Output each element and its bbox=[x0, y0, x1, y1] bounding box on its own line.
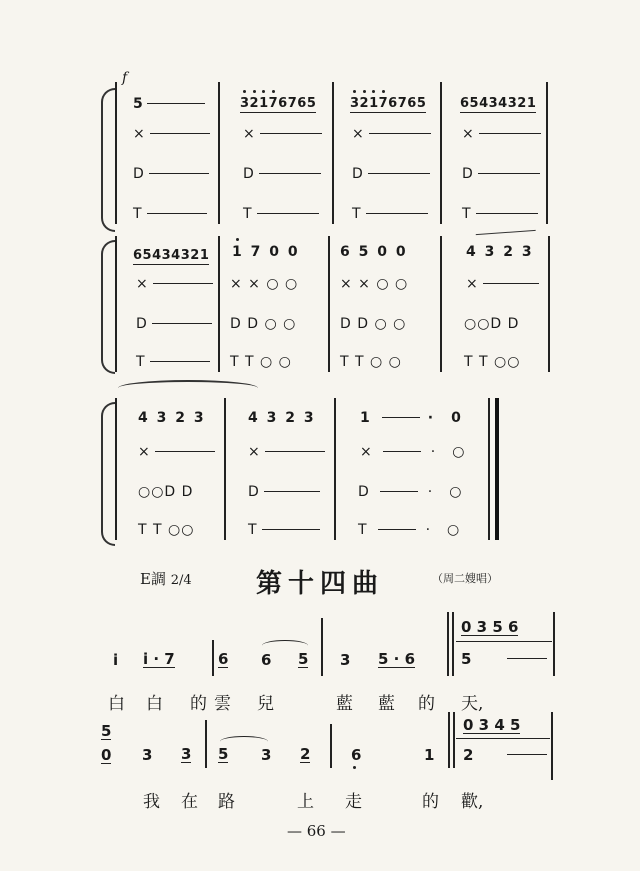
barline bbox=[334, 398, 336, 540]
system-brace bbox=[101, 88, 115, 232]
chorus-notes: 32176765 bbox=[240, 96, 317, 111]
barline bbox=[224, 398, 226, 540]
barline bbox=[551, 712, 553, 780]
cross-part: × bbox=[462, 126, 541, 142]
barline bbox=[546, 82, 548, 224]
barline bbox=[453, 712, 455, 768]
lyric: 在 bbox=[181, 792, 198, 812]
chorus-notes: 4 3 2 3 bbox=[248, 410, 316, 426]
performer-note: （周二嫂唱） bbox=[432, 572, 498, 585]
staff-rule bbox=[456, 641, 552, 642]
lyric: 藍 bbox=[378, 694, 395, 714]
drum-part: D bbox=[462, 166, 540, 182]
barline bbox=[218, 82, 220, 224]
melody-note: 6 bbox=[351, 746, 362, 764]
melody-note: i bbox=[113, 651, 119, 669]
melody-note: 5 · 6 bbox=[378, 650, 416, 668]
system-brace bbox=[101, 402, 115, 546]
slur bbox=[220, 736, 268, 747]
alternate-notes: 0 3 5 6 bbox=[461, 618, 519, 636]
drum-part: ○○D D bbox=[138, 484, 194, 500]
drum-part: ○○D D bbox=[464, 316, 520, 332]
tam-part: T T ○○ bbox=[138, 522, 195, 538]
barline bbox=[205, 720, 207, 768]
lyric: 天, bbox=[461, 694, 484, 714]
drum-part: D bbox=[243, 166, 321, 182]
lyric: 路 bbox=[218, 792, 235, 812]
drum-part: D · ○ bbox=[358, 484, 463, 500]
cross-part: × bbox=[248, 444, 325, 460]
cross-part: × bbox=[138, 444, 215, 460]
lyric: 上 bbox=[297, 792, 314, 812]
system-divider bbox=[118, 380, 258, 396]
lyric: 白 bbox=[146, 694, 163, 714]
cross-part: × × ○ ○ bbox=[340, 276, 409, 292]
cross-part: × · ○ bbox=[360, 444, 466, 460]
melody-note: 6 bbox=[261, 651, 272, 669]
cross-part: × bbox=[133, 126, 210, 142]
melody-note: 3 bbox=[340, 651, 351, 669]
chorus-notes: 6 5 0 0 bbox=[340, 244, 408, 260]
final-barline bbox=[495, 398, 499, 540]
drum-part: D bbox=[248, 484, 320, 500]
melody-note: 3 bbox=[181, 745, 192, 763]
lyric: 的 bbox=[422, 792, 439, 812]
barline bbox=[218, 236, 220, 372]
lyric: 雲 bbox=[214, 694, 231, 714]
barline bbox=[440, 236, 442, 372]
chorus-notes: 1 · 0 bbox=[360, 410, 463, 426]
drum-part: D D ○ ○ bbox=[340, 316, 407, 332]
melody-note: 0 bbox=[101, 746, 112, 764]
barline bbox=[448, 712, 450, 768]
cross-part: × bbox=[136, 276, 213, 292]
alternate-notes: 5 bbox=[461, 650, 547, 668]
cross-part: × bbox=[352, 126, 431, 142]
tam-part: T bbox=[243, 206, 319, 222]
tam-part: T bbox=[133, 206, 207, 222]
slur bbox=[262, 640, 308, 651]
cross-part: × bbox=[466, 276, 539, 292]
chorus-notes: 65434321 bbox=[133, 248, 210, 263]
barline bbox=[332, 82, 334, 224]
lyric: 白 bbox=[108, 694, 125, 714]
alternate-notes: 0 3 4 5 bbox=[463, 716, 521, 734]
barline bbox=[115, 398, 117, 540]
tam-part: T bbox=[136, 354, 210, 370]
chorus-notes: 5 bbox=[133, 96, 205, 112]
barline bbox=[321, 618, 323, 676]
song-title: 第十四曲 bbox=[256, 569, 385, 599]
melody-note: 5 bbox=[298, 650, 309, 668]
tam-part: T bbox=[352, 206, 428, 222]
chorus-notes: 4 3 2 3 bbox=[466, 244, 534, 260]
lyric: 走 bbox=[345, 792, 362, 812]
system-brace bbox=[101, 240, 115, 374]
chorus-notes: 65434321 bbox=[460, 96, 537, 111]
barline bbox=[212, 640, 214, 676]
melody-note: 3 bbox=[142, 746, 153, 764]
melody-note: 6 bbox=[218, 650, 229, 668]
drum-part: D bbox=[136, 316, 212, 332]
tam-part: T bbox=[248, 522, 320, 538]
chorus-notes: 4 3 2 3 bbox=[138, 410, 206, 426]
page-number: — 66 — bbox=[287, 822, 346, 840]
drum-part: D bbox=[133, 166, 209, 182]
barline bbox=[553, 612, 555, 676]
lyric: 的 bbox=[190, 694, 207, 714]
dynamic-mark: f bbox=[122, 70, 128, 86]
barline bbox=[115, 82, 117, 224]
cross-part: × × ○ ○ bbox=[230, 276, 299, 292]
barline bbox=[328, 236, 330, 372]
key-signature: E調 2/4 bbox=[140, 570, 192, 588]
chorus-notes: 1 7 0 0 bbox=[232, 244, 300, 260]
lyric: 的 bbox=[418, 694, 435, 714]
barline bbox=[440, 82, 442, 224]
tam-part: T T ○ ○ bbox=[230, 354, 292, 370]
crescendo-mark bbox=[476, 230, 536, 243]
lyric: 兒 bbox=[257, 694, 274, 714]
lyric: 歡, bbox=[461, 792, 484, 812]
alternate-notes: 2 bbox=[463, 746, 547, 764]
melody-note: 5 bbox=[218, 745, 229, 763]
tam-part: T · ○ bbox=[358, 522, 461, 538]
melody-note: 5 bbox=[101, 722, 112, 740]
staff-rule bbox=[456, 738, 550, 739]
tam-part: T bbox=[462, 206, 538, 222]
drum-part: D bbox=[352, 166, 430, 182]
tam-part: T T ○○ bbox=[464, 354, 521, 370]
drum-part: D D ○ ○ bbox=[230, 316, 297, 332]
barline bbox=[488, 398, 490, 540]
melody-note: 1 bbox=[424, 746, 435, 764]
barline bbox=[447, 612, 449, 676]
lyric: 我 bbox=[143, 792, 160, 812]
melody-note: 2 bbox=[300, 745, 311, 763]
chorus-notes: 32176765 bbox=[350, 96, 427, 111]
cross-part: × bbox=[243, 126, 322, 142]
tam-part: T T ○ ○ bbox=[340, 354, 402, 370]
barline bbox=[548, 236, 550, 372]
barline bbox=[330, 724, 332, 768]
melody-note: 3 bbox=[261, 746, 272, 764]
barline bbox=[452, 612, 454, 676]
lyric: 藍 bbox=[336, 694, 353, 714]
barline bbox=[115, 236, 117, 372]
melody-note: i · 7 bbox=[143, 650, 175, 668]
